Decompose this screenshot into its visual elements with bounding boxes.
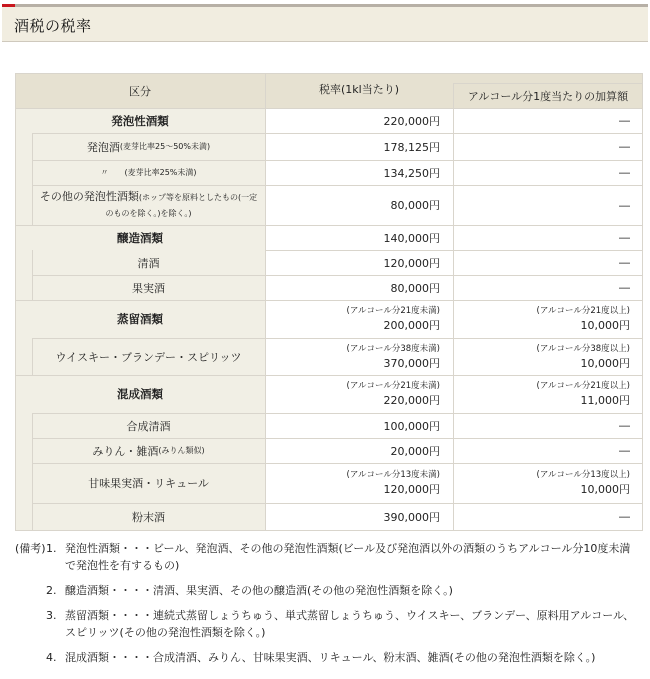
row-sub-label: 甘味果実酒・リキュール [88,477,209,490]
row-rate: 80,000円 [390,281,440,295]
row-addition: ― [619,256,630,269]
row-addition: ― [619,281,630,294]
row-rate: 134,250円 [383,166,440,180]
row-rate: (アルコール分38度未満) 370,000円 [346,343,440,370]
row-addition: ― [619,419,630,432]
note-item: 4. 混成酒類・・・・合成清酒、みりん、甘味果実酒、リキュール、粉末酒、雑酒(その他の発泡性酒類を除く。) [46,651,596,664]
row-sub-label: 発泡酒 (麦芽比率25～50%未満) [86,140,211,154]
note-item: (備考) 1. 発泡性酒類・・・ビール、発泡酒、その他の発泡性酒類(ビール及び発泡酒以外の酒類のうちアルコール分10度未満で発泡性を有するもの) [15,542,631,572]
row-addition: (アルコール分21度以上) 11,000円 [536,381,630,407]
row-sub-label: みりん・雑酒 (みりん類似) [92,444,205,458]
row-addition: (アルコール分13度以上) 10,000円 [536,470,630,496]
row-sub-label: その他の発泡性酒類(ホップ等を原料としたもの(一定のものを除く。)を除く。) [39,190,258,218]
note-item: 2. 醸造酒類・・・・清酒、果実酒、その他の醸造酒(その他の発泡性酒類を除く。) [46,584,453,597]
note-item: 3. 蒸留酒類・・・・連続式蒸留しょうちゅう、単式蒸留しょうちゅう、ウイスキー、ブランデー、原料用アルコール、スピリッツ(その他の発泡性酒類を除く。) [46,609,635,639]
row-addition: ― [619,114,630,127]
row-rate: (アルコール分13度未満) 120,000円 [346,470,440,496]
row-sub-label: 果実酒 [132,281,165,295]
row-rate: 178,125円 [383,140,440,154]
row-sub-label: 清酒 [137,256,160,270]
row-rate: 220,000円 [383,114,440,128]
row-addition: (アルコール分38度以上) 10,000円 [536,343,630,370]
header-rate: 税率(1kl当たり) [318,82,399,96]
row-addition: (アルコール分21度以上) 10,000円 [536,306,630,332]
row-rate: (アルコール分21度未満) 200,000円 [346,306,440,332]
row-category-label: 醸造酒類 [117,230,163,245]
row-rate: (アルコール分21度未満) 220,000円 [346,381,440,407]
notes-prefix: (備考) [15,542,46,555]
notes-section [15,540,640,674]
row-rate: 140,000円 [383,231,440,245]
page-title: 酒税の税率 [14,17,92,35]
row-addition: ― [619,140,630,153]
row-rate: 20,000円 [390,444,440,458]
row-category-label: 蒸留酒類 [117,312,163,326]
row-category-label: 発泡性酒類 [111,113,169,128]
row-category-label: 混成酒類 [117,387,163,401]
row-addition: ― [619,444,630,457]
row-rate: 120,000円 [383,256,440,270]
row-sub-label: 粉末酒 [132,510,165,524]
header-addition: アルコール分1度当たりの加算額 [467,89,629,103]
row-rate: 390,000円 [383,510,440,524]
page-header [2,7,648,42]
row-sub-label: 〃 (麦芽比率25%未満) [100,168,197,177]
row-addition: ― [619,231,630,244]
row-addition: ― [619,510,630,523]
row-addition: ― [619,198,630,212]
row-sub-label: ウイスキー・ブランデー・スピリッツ [55,350,242,364]
row-addition: ― [619,166,630,179]
tax-rate-table [15,73,643,531]
header-category: 区分 [129,84,151,98]
row-rate: 80,000円 [390,199,440,212]
row-sub-label: 合成清酒 [126,419,171,433]
row-rate: 100,000円 [383,419,440,433]
